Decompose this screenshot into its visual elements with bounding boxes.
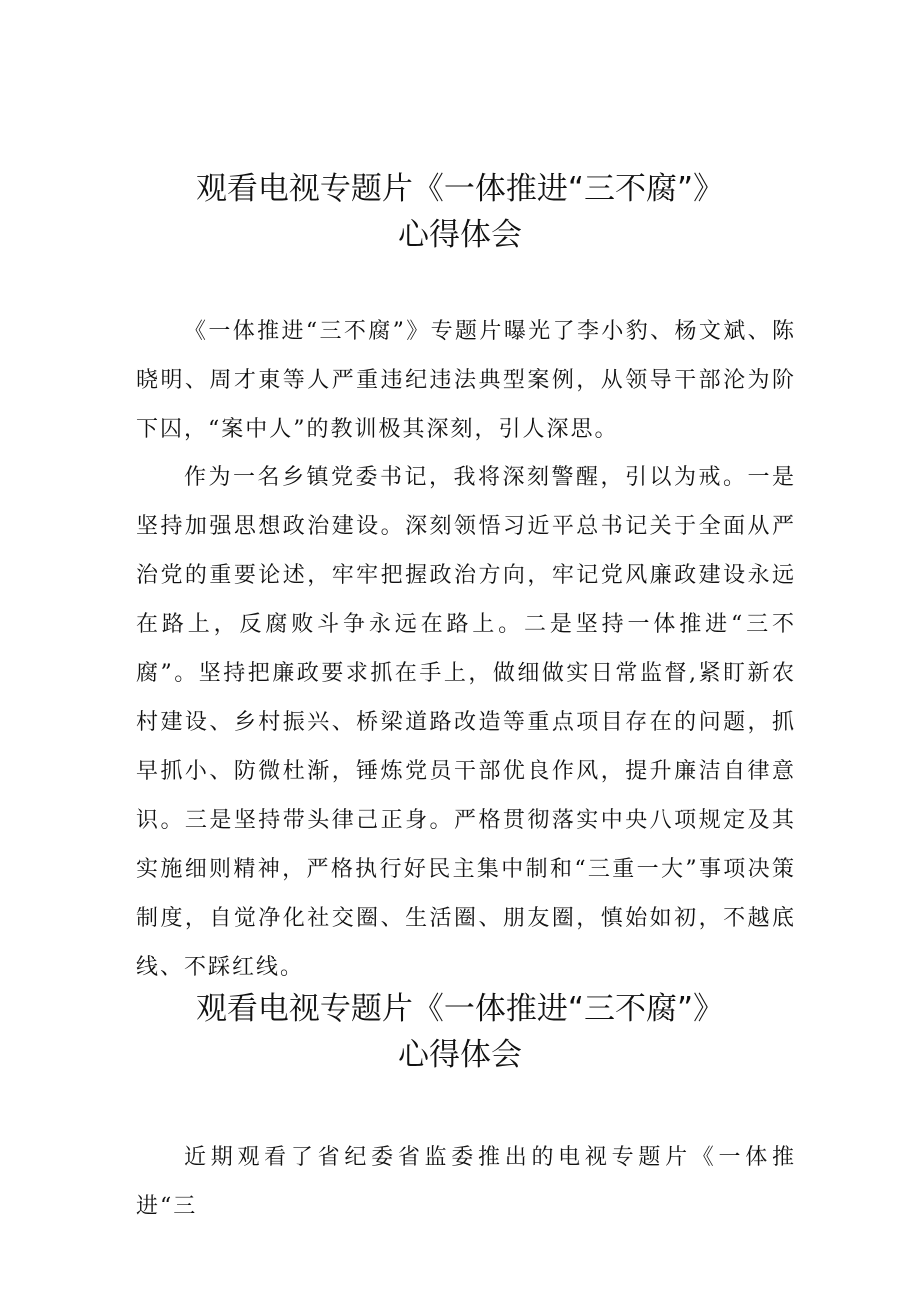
second-title-line-2: 心得体会 (398, 1037, 522, 1073)
title-line-1: 观看电视专题片《一体推进“三不腐”》 (195, 171, 725, 207)
second-body-paragraph-1: 近期观看了省纪委省监委推出的电视专题片《一体推进“三 (136, 1145, 796, 1219)
second-document-title (0, 986, 920, 1078)
body-paragraph-2: 作为一名乡镇党委书记，我将深刻警醒，引以为戒。一是坚持加强思想政治建设。深刻领悟习近平总书记关于全面从严治党的重要论述，牢牢把握政治方向，牢记党风廉政建设永远在路上，反腐败斗争永远在路上。二是坚持一体推进“三不腐”。坚持把廉政要求抓在手上，做细做实日常监督,紧盯新农村建设、乡村振兴、桥梁道路改造等重点项目存在的问题，抓早抓小、防微杜渐，锤炼党员干部优良作风，提升廉洁自律意识。三是坚持带头律己正身。严格贯彻落实中央八项规定及其实施细则精神，严格执行好民主集中制和“三重一大”事项决策制度，自觉净化社交圈、生活圈、朋友圈，慎始如初，不越底线、不踩红线。 (136, 465, 796, 980)
second-title-line-1: 观看电视专题片《一体推进“三不腐”》 (195, 991, 725, 1027)
title-line-2: 心得体会 (398, 217, 522, 253)
document-title (0, 166, 920, 258)
body-paragraph-1: 《一体推进“三不腐”》专题片曝光了李小豹、杨文斌、陈晓明、周才東等人严重违纪违法典型案例，从领导干部沦为阶下囚，“案中人”的教训极其深刻，引人深思。 (136, 319, 796, 442)
